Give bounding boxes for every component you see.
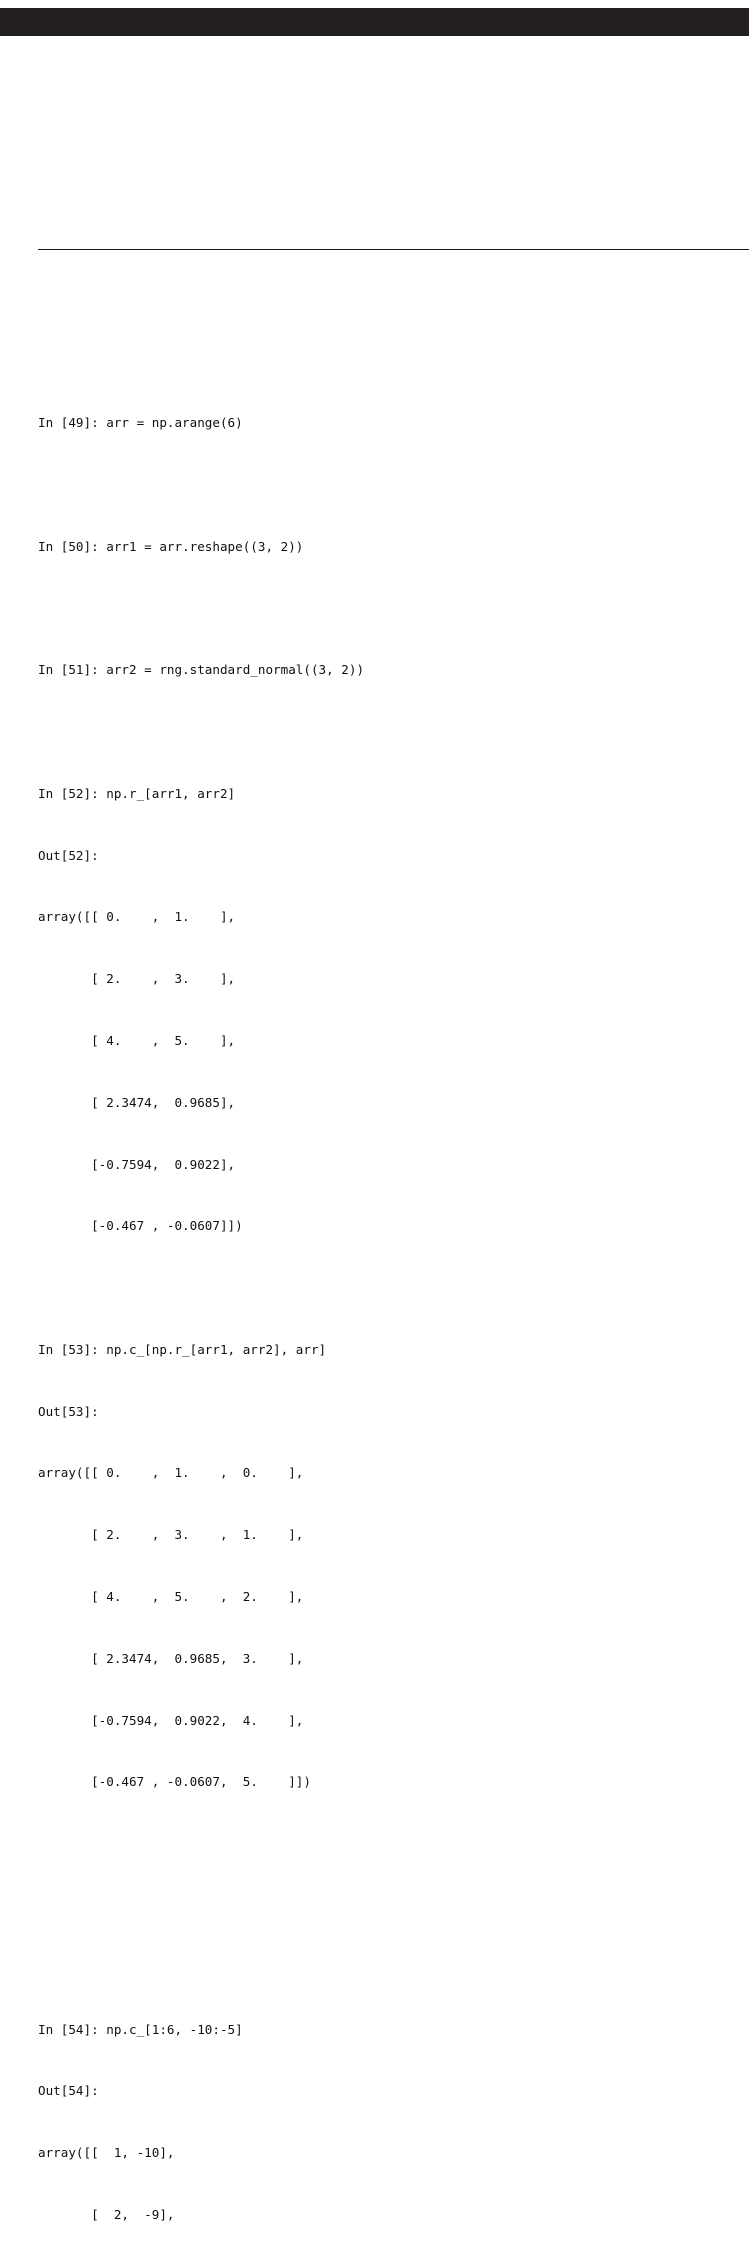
code-line: [ 4. , 5. ],	[38, 1033, 236, 1048]
code-line: array([[ 0. , 1. ],	[38, 909, 236, 925]
code-line: [ 2.3474, 0.9685],	[38, 1094, 236, 1110]
code-line: In [51]: arr2 = rng.standard_normal((3, 2))	[38, 662, 365, 678]
code-line	[38, 1278, 738, 1299]
code-line: In [54]: np.c_[1:6, -10:-5]	[38, 2021, 243, 2037]
code-line: [ 2, -9],	[38, 2206, 175, 2222]
code-line	[38, 1834, 738, 1855]
code-line: In [50]: arr1 = arr.reshape((3, 2))	[38, 538, 304, 554]
code-console-block	[38, 372, 738, 2246]
code-line: array([[ 0. , 1. , 0. ],	[38, 1465, 304, 1481]
code-line: [ 2.3474, 0.9685, 3. ],	[38, 1650, 304, 1666]
code-line	[38, 1958, 738, 1979]
code-line: In [53]: np.c_[np.r_[arr1, arr2], arr]	[38, 1341, 327, 1357]
code-line: [ 2. , 3. , 1. ],	[38, 1527, 304, 1543]
code-line	[38, 722, 738, 743]
code-line: In [52]: np.r_[arr1, arr2]	[38, 785, 236, 801]
code-line: Out[53]:	[38, 1403, 99, 1419]
horizontal-rule	[38, 249, 749, 250]
code-line: [-0.467 , -0.0607, 5. ]])	[38, 1774, 311, 1790]
code-line: [-0.7594, 0.9022],	[38, 1156, 236, 1172]
code-line: [ 2. , 3. ],	[38, 971, 236, 987]
code-line: Out[52]:	[38, 847, 99, 863]
code-line	[38, 599, 738, 620]
code-line	[38, 1896, 738, 1917]
code-line	[38, 475, 738, 496]
code-line: array([[ 1, -10],	[38, 2145, 175, 2161]
code-line: In [49]: arr = np.arange(6)	[38, 415, 243, 431]
code-line: [-0.7594, 0.9022, 4. ],	[38, 1712, 304, 1728]
code-line: [ 4. , 5. , 2. ],	[38, 1589, 304, 1605]
page-header-bar	[0, 8, 749, 36]
code-line: Out[54]:	[38, 2083, 99, 2099]
code-line: [-0.467 , -0.0607]])	[38, 1218, 243, 1234]
